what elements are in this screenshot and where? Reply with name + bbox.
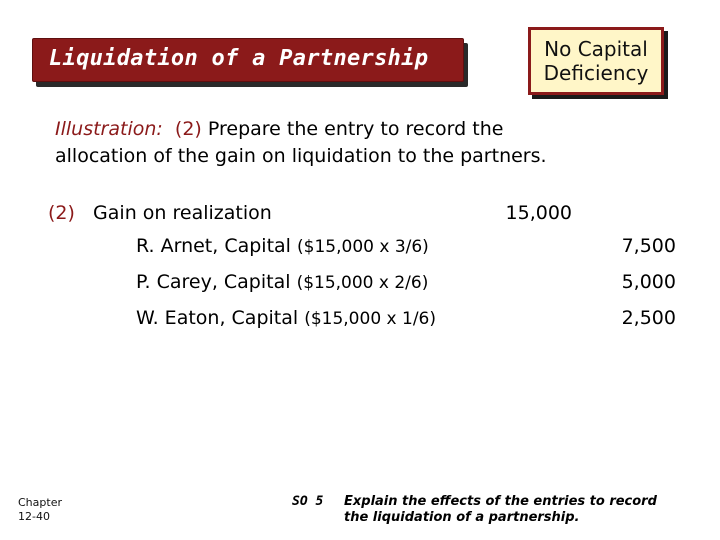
credit-row: [136, 271, 428, 293]
study-objective-line-2: the liquidation of a partnership.: [344, 510, 580, 525]
entry-marker: (2): [48, 202, 75, 224]
credit-calc: ($15,000 x 3/6): [297, 237, 429, 257]
credit-amount: 7,500: [621, 235, 676, 257]
chapter-label: Chapter: [18, 496, 62, 509]
credit-account: P. Carey, Capital: [136, 271, 291, 293]
illustration-line-1: [55, 116, 655, 143]
credit-calc: ($15,000 x 1/6): [304, 309, 436, 329]
entry-row-debit: [48, 202, 272, 224]
debit-amount: 15,000: [505, 202, 572, 224]
illustration-text-line-2: allocation of the gain on liquidation to the partners.: [55, 145, 547, 167]
credit-row: [136, 307, 436, 329]
illustration-label: Illustration:: [55, 118, 163, 140]
credit-row: [136, 235, 429, 257]
credit-calc: ($15,000 x 2/6): [296, 273, 429, 293]
debit-account: Gain on realization: [93, 202, 272, 224]
credit-account: W. Eaton, Capital: [136, 307, 299, 329]
slide-title: Liquidation of a Partnership: [49, 46, 429, 71]
chapter-reference: [18, 496, 62, 524]
study-objective-label: SO 5: [292, 494, 324, 509]
illustration-text: [55, 116, 655, 170]
no-capital-deficiency-badge: [528, 27, 664, 95]
illustration-text-line-1: Prepare the entry to record the: [207, 118, 504, 140]
credit-amount: 5,000: [621, 271, 676, 293]
badge-label: No Capital Deficiency: [543, 37, 649, 85]
title-banner: [32, 38, 464, 82]
credit-account: R. Arnet, Capital: [136, 235, 291, 257]
study-objective-line-1: Explain the effects of the entries to record: [344, 494, 657, 509]
study-objective-text: [344, 494, 704, 526]
chapter-number: 12-40: [18, 510, 50, 523]
illustration-step: (2): [174, 118, 202, 140]
credit-amount: 2,500: [621, 307, 676, 329]
